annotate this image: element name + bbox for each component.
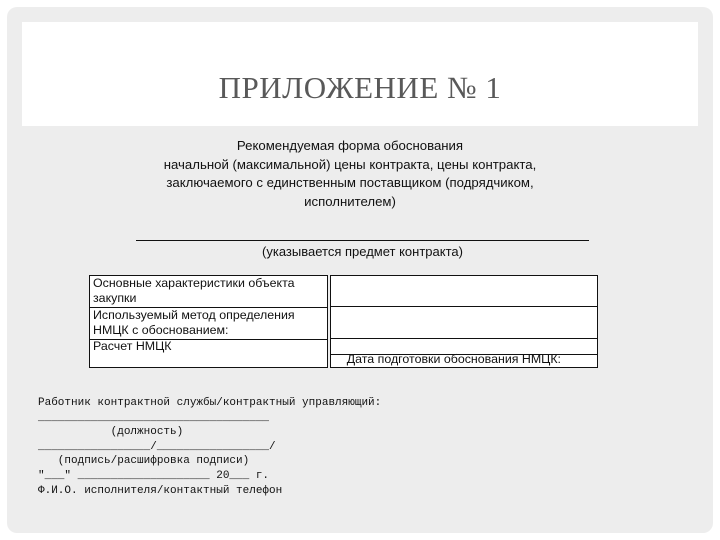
signature-line: (должность) (38, 426, 184, 439)
form-heading (110, 137, 590, 211)
signature-line: ___________________________________ (38, 411, 270, 424)
table-row-label: закупки (93, 291, 137, 305)
heading-line-3: заключаемого с единственным поставщиком (подрядчиком, (166, 175, 534, 190)
page-title: ПРИЛОЖЕНИЕ № 1 (218, 70, 502, 105)
table-right-column (330, 275, 598, 368)
signature-line: Ф.И.О. исполнителя/контактный телефон (38, 484, 283, 497)
signature-line: Работник контрактной службы/контрактный управляющий: (38, 397, 382, 409)
heading-line-2: начальной (максимальной) цены контракта, цены контракта, (163, 156, 537, 172)
table-divider (331, 306, 597, 307)
signature-line: "___" ____________________ 20___ г. (38, 469, 270, 482)
table-divider (331, 338, 597, 339)
signature-line: _________________/_________________/ (38, 440, 276, 453)
signature-block (38, 396, 381, 498)
contract-subject-line (136, 240, 589, 241)
table-row-label: НМЦК с обоснованием: (93, 323, 229, 337)
title-box (22, 22, 698, 126)
heading-line-4: исполнителем) (304, 193, 396, 209)
table-row-label: Основные характеристики объекта (93, 276, 295, 290)
heading-line-1: Рекомендуемая форма обоснования (236, 138, 464, 153)
table-row-label: Расчет НМЦК (93, 339, 172, 353)
signature-line: (подпись/расшифровка подписи) (38, 455, 250, 468)
table-left-column (89, 275, 328, 368)
preparation-date-label: Дата подготовки обоснования НМЦК: (346, 352, 561, 366)
contract-subject-caption: (указывается предмет контракта) (262, 244, 463, 259)
table-row-label: Используемый метод определения (93, 308, 295, 322)
